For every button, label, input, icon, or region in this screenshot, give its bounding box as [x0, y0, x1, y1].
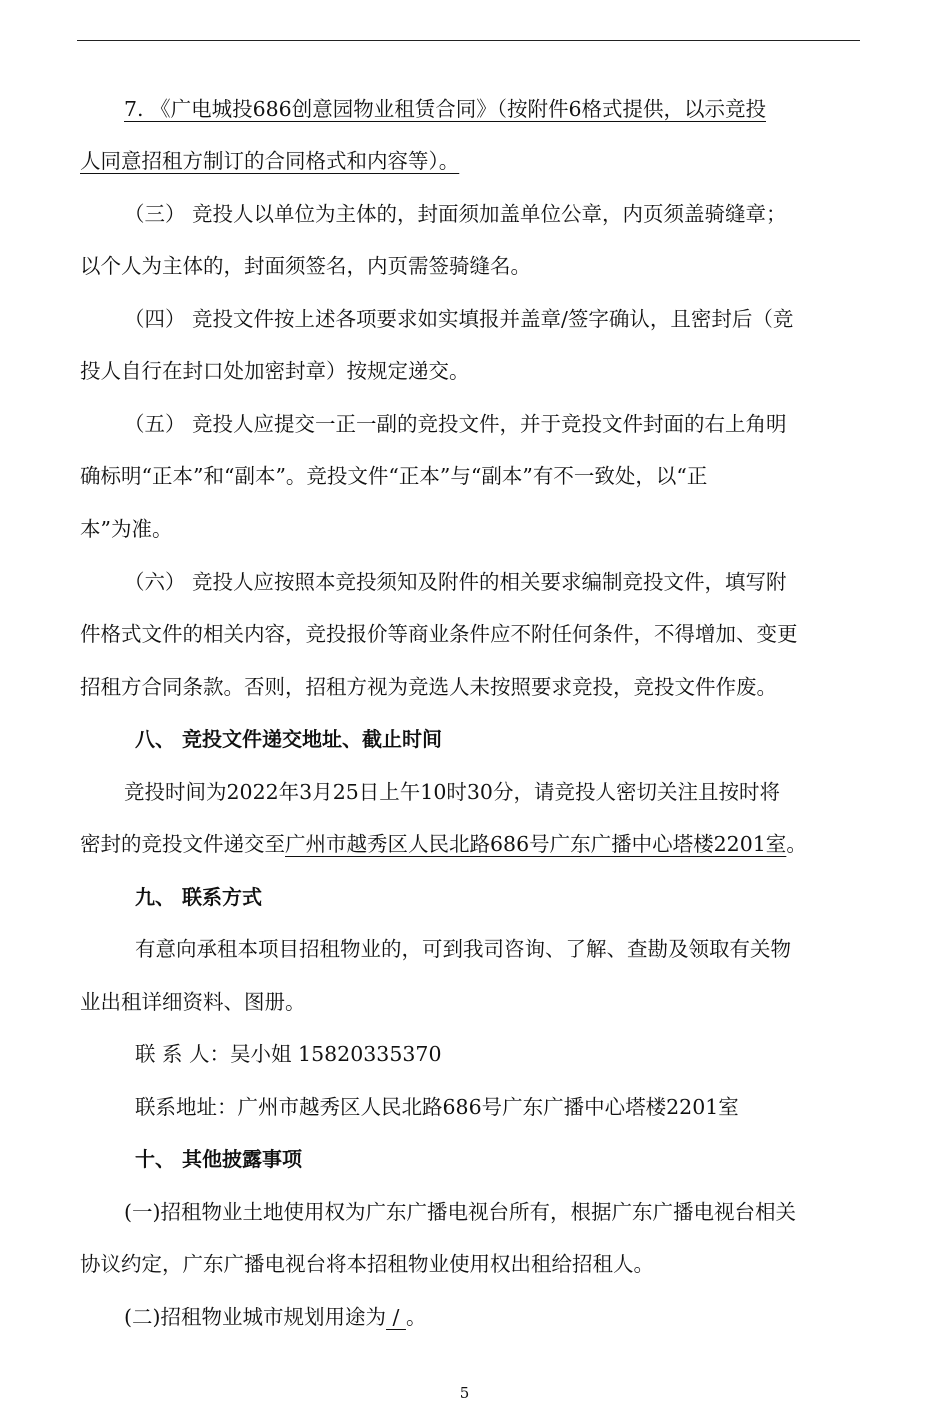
para-5-line-1: （五） 竞投人应提交一正一副的竞投文件，并于竞投文件封面的右上角明 [124, 412, 787, 436]
section-10-item-1-line-2: 协议约定，广东广播电视台将本招租物业使用权出租给招租人。 [80, 1252, 654, 1276]
section-10-item-2 [124, 1302, 426, 1332]
para-5-line-3: 本”为准。 [80, 517, 173, 541]
para-6-line-1: （六） 竞投人应按照本竞投须知及附件的相关要求编制竞投文件，填写附 [124, 570, 787, 594]
item-7-line-1: 7. 《广电城投686创意园物业租赁合同》（按附件6格式提供，以示竞投 [124, 97, 766, 121]
section-10-item-2-text: (二)招租物业城市规划用途为 [124, 1305, 386, 1329]
section-8-heading: 八、 竞投文件递交地址、截止时间 [135, 727, 442, 751]
para-5-line-2: 确标明“正本”和“副本”。竞投文件“正本”与“副本”有不一致处，以“正 [80, 464, 708, 488]
section-8-text-end: 。 [786, 832, 807, 856]
para-3-line-1: （三） 竞投人以单位为主体的，封面须加盖单位公章，内页须盖骑缝章； [124, 202, 787, 226]
planning-use-value: / [386, 1305, 406, 1329]
para-4-line-2: 投人自行在封口处加密封章）按规定递交。 [80, 359, 470, 383]
para-3-line-2: 以个人为主体的，封面须签名，内页需签骑缝名。 [80, 254, 531, 278]
contact-address: 联系地址：广州市越秀区人民北路686号广东广播中心塔楼2201室 [135, 1095, 739, 1119]
para-6-line-3: 招租方合同条款。否则，招租方视为竞选人未按照要求竞投，竞投文件作废。 [80, 675, 777, 699]
para-4-line-1: （四） 竞投文件按上述各项要求如实填报并盖章/签字确认，且密封后（竞 [124, 307, 794, 331]
contact-person: 联 系 人：吴小姐 15820335370 [135, 1042, 442, 1066]
section-8-text-prefix: 密封的竞投文件递交至 [80, 832, 285, 856]
section-9-heading: 九、 联系方式 [135, 885, 262, 909]
submission-address: 广州市越秀区人民北路686号广东广播中心塔楼2201室 [285, 832, 787, 856]
section-10-item-2-end: 。 [405, 1305, 427, 1329]
page-number: 5 [459, 1384, 470, 1402]
header-rule [77, 40, 860, 41]
section-10-item-1-line-1: (一)招租物业土地使用权为广东广播电视台所有，根据广东广播电视台相关 [124, 1200, 796, 1224]
item-7-line-2: 人同意招租方制订的合同格式和内容等）。 [80, 149, 460, 173]
section-9-line-2: 业出租详细资料、图册。 [80, 990, 306, 1014]
section-8-line-2 [80, 829, 807, 859]
section-9-line-1: 有意向承租本项目招租物业的，可到我司咨询、了解、查勘及领取有关物 [135, 937, 791, 961]
para-6-line-2: 件格式文件的相关内容，竞投报价等商业条件应不附任何条件，不得增加、变更 [80, 622, 798, 646]
section-8-line-1: 竞投时间为2022年3月25日上午10时30分，请竞投人密切关注且按时将 [124, 780, 780, 804]
section-10-heading: 十、 其他披露事项 [135, 1147, 302, 1171]
